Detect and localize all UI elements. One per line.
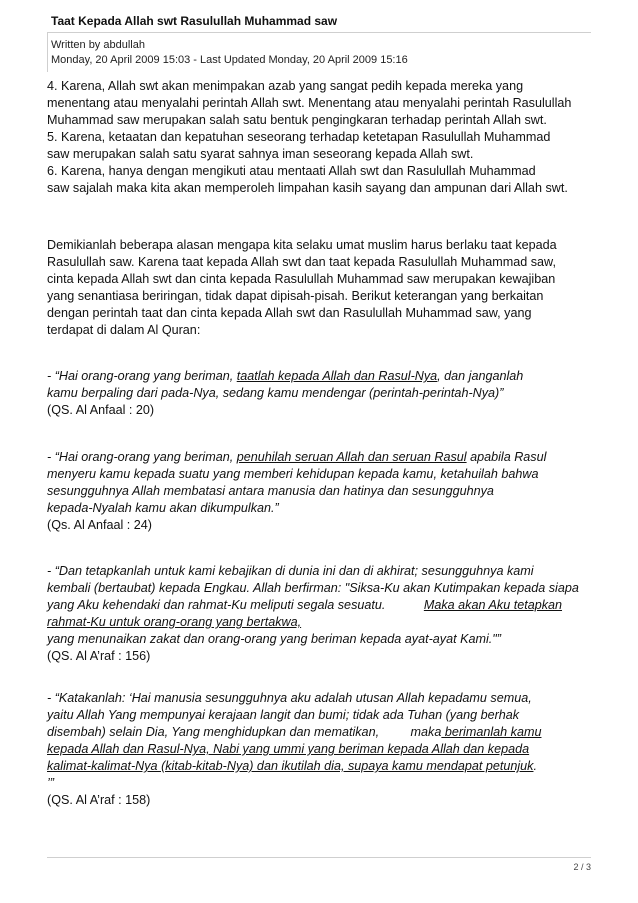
paragraph-line: dengan perintah taat dan cinta kepada Allah swt dan Rasulullah Muhammad saw, yang — [47, 306, 532, 320]
quote-line: kepada Allah dan Rasul-Nya, Nabi yang ummi yang beriman kepada Allah dan kepada — [47, 742, 530, 756]
quote-text: - “Hai orang-orang yang beriman, — [47, 450, 237, 464]
list-item-line: 5. Karena, ketaatan dan kepatuhan seseorang terhadap ketetapan Rasulullah Muhammad — [47, 130, 551, 144]
paragraph-line: Demikianlah beberapa alasan mengapa kita selaku umat muslim harus berlaku taat kepada — [47, 238, 557, 252]
list-item-line: 4. Karena, Allah swt akan menimpakan azab yang sangat pedih kepada mereka yang — [47, 79, 524, 93]
document-title: Taat Kepada Allah swt Rasulullah Muhammad saw — [51, 14, 338, 28]
quote-line: kembali (bertaubat) kepada Engkau. Allah berfirman: "Siksa-Ku akan Kutimpakan kepada siapa — [47, 581, 579, 595]
paragraph-line: yang senantiasa beriringan, tidak dapat dipisah-pisah. Berikut keterangan yang berkaitan — [47, 289, 544, 303]
quote-text: . — [533, 759, 537, 773]
quote-underlined: taatlah kepada Allah dan Rasul-Nya — [236, 369, 438, 383]
quote-text: apabila Rasul — [466, 450, 547, 464]
date-line: Monday, 20 April 2009 15:03 - Last Updated Monday, 20 April 2009 15:16 — [51, 54, 408, 66]
quote-text: , dan janganlah — [437, 369, 524, 383]
quote-line — [47, 368, 595, 385]
paragraph-line: Rasulullah saw. Karena taat kepada Allah swt dan taat kepada Rasulullah Muhammad saw, — [47, 255, 556, 269]
quote-anfaal-24 — [47, 449, 595, 534]
quote-text: - “Hai orang-orang yang beriman, — [47, 369, 237, 383]
list-item-line: 6. Karena, hanya dengan mengikuti atau mentaati Allah swt dan Rasulullah Muhammad — [47, 164, 536, 178]
quote-anfaal-20 — [47, 368, 595, 419]
paragraph-line: terdapat di dalam Al Quran: — [47, 323, 201, 337]
quote-underlined: Maka akan Aku tetapkan — [423, 598, 563, 612]
quote-line — [47, 758, 595, 775]
quote-underlined: penuhilah seruan Allah dan seruan Rasul — [236, 450, 467, 464]
quote-reference: (QS. Al Anfaal : 20) — [47, 403, 155, 417]
quote-text: disembah) selain Dia, Yang menghidupkan dan mematikan, maka — [47, 725, 442, 739]
quote-text: yang Aku kehendaki dan rahmat-Ku meliputi segala sesuatu. — [47, 598, 424, 612]
paragraph-line: cinta kepada Allah swt dan cinta kepada Rasulullah Muhammad saw merupakan kewajiban — [47, 272, 556, 286]
header-divider — [47, 32, 591, 33]
quote-line: rahmat-Ku untuk orang-orang yang bertakwa, — [47, 615, 302, 629]
quote-line: ’” — [47, 776, 54, 790]
quote-line: kamu berpaling dari pada-Nya, sedang kamu mendengar (perintah-perintah-Nya)” — [47, 386, 504, 400]
quote-araf-158 — [47, 690, 595, 809]
quote-araf-156 — [47, 563, 595, 665]
list-item-line: Muhammad saw merupakan salah satu bentuk pengingkaran terhadap perintah Allah swt. — [47, 113, 547, 127]
author-line: Written by abdullah — [51, 39, 145, 51]
quote-line — [47, 449, 595, 466]
quote-line: yang menunaikan zakat dan orang-orang yang beriman kepada ayat-ayat Kami."” — [47, 632, 501, 646]
quote-line: kepada-Nyalah kamu akan dikumpulkan.” — [47, 501, 279, 515]
quote-underlined: berimanlah kamu — [441, 725, 542, 739]
quote-line — [47, 724, 595, 741]
quote-line: menyeru kamu kepada suatu yang memberi kehidupan kepada kamu, ketahuilah bahwa — [47, 467, 539, 481]
footer-divider — [47, 857, 591, 858]
header-box-edge — [47, 32, 48, 72]
quote-reference: (QS. Al A’raf : 158) — [47, 793, 151, 807]
quote-line: yaitu Allah Yang mempunyai kerajaan langit dan bumi; tidak ada Tuhan (yang berhak — [47, 708, 520, 722]
quote-reference: (QS. Al A’raf : 156) — [47, 649, 151, 663]
quote-line — [47, 597, 595, 614]
quote-line: sesungguhnya Allah membatasi antara manusia dan hatinya dan sesungguhnya — [47, 484, 494, 498]
page-number: 2 / 3 — [573, 862, 591, 872]
intro-paragraph — [47, 237, 595, 339]
quote-reference: (Qs. Al Anfaal : 24) — [47, 518, 152, 532]
list-item-line: saw sajalah maka kita akan memperoleh limpahan kasih sayang dan ampunan dari Allah swt. — [47, 181, 568, 195]
list-item-line: saw merupakan salah satu syarat sahnya iman seseorang kepada Allah swt. — [47, 147, 474, 161]
quote-underlined: kalimat-kalimat-Nya (kitab-kitab-Nya) dan ikutilah dia, supaya kamu mendapat petunjuk — [47, 759, 534, 773]
reasons-list — [47, 78, 595, 197]
quote-line: - “Katakanlah: ‘Hai manusia sesungguhnya aku adalah utusan Allah kepadamu semua, — [47, 691, 532, 705]
list-item-line: menentang atau menyalahi perintah Allah swt. Menentang atau menyalahi perintah Rasulullah — [47, 96, 572, 110]
quote-line: - “Dan tetapkanlah untuk kami kebajikan di dunia ini dan di akhirat; sesungguhnya kami — [47, 564, 534, 578]
